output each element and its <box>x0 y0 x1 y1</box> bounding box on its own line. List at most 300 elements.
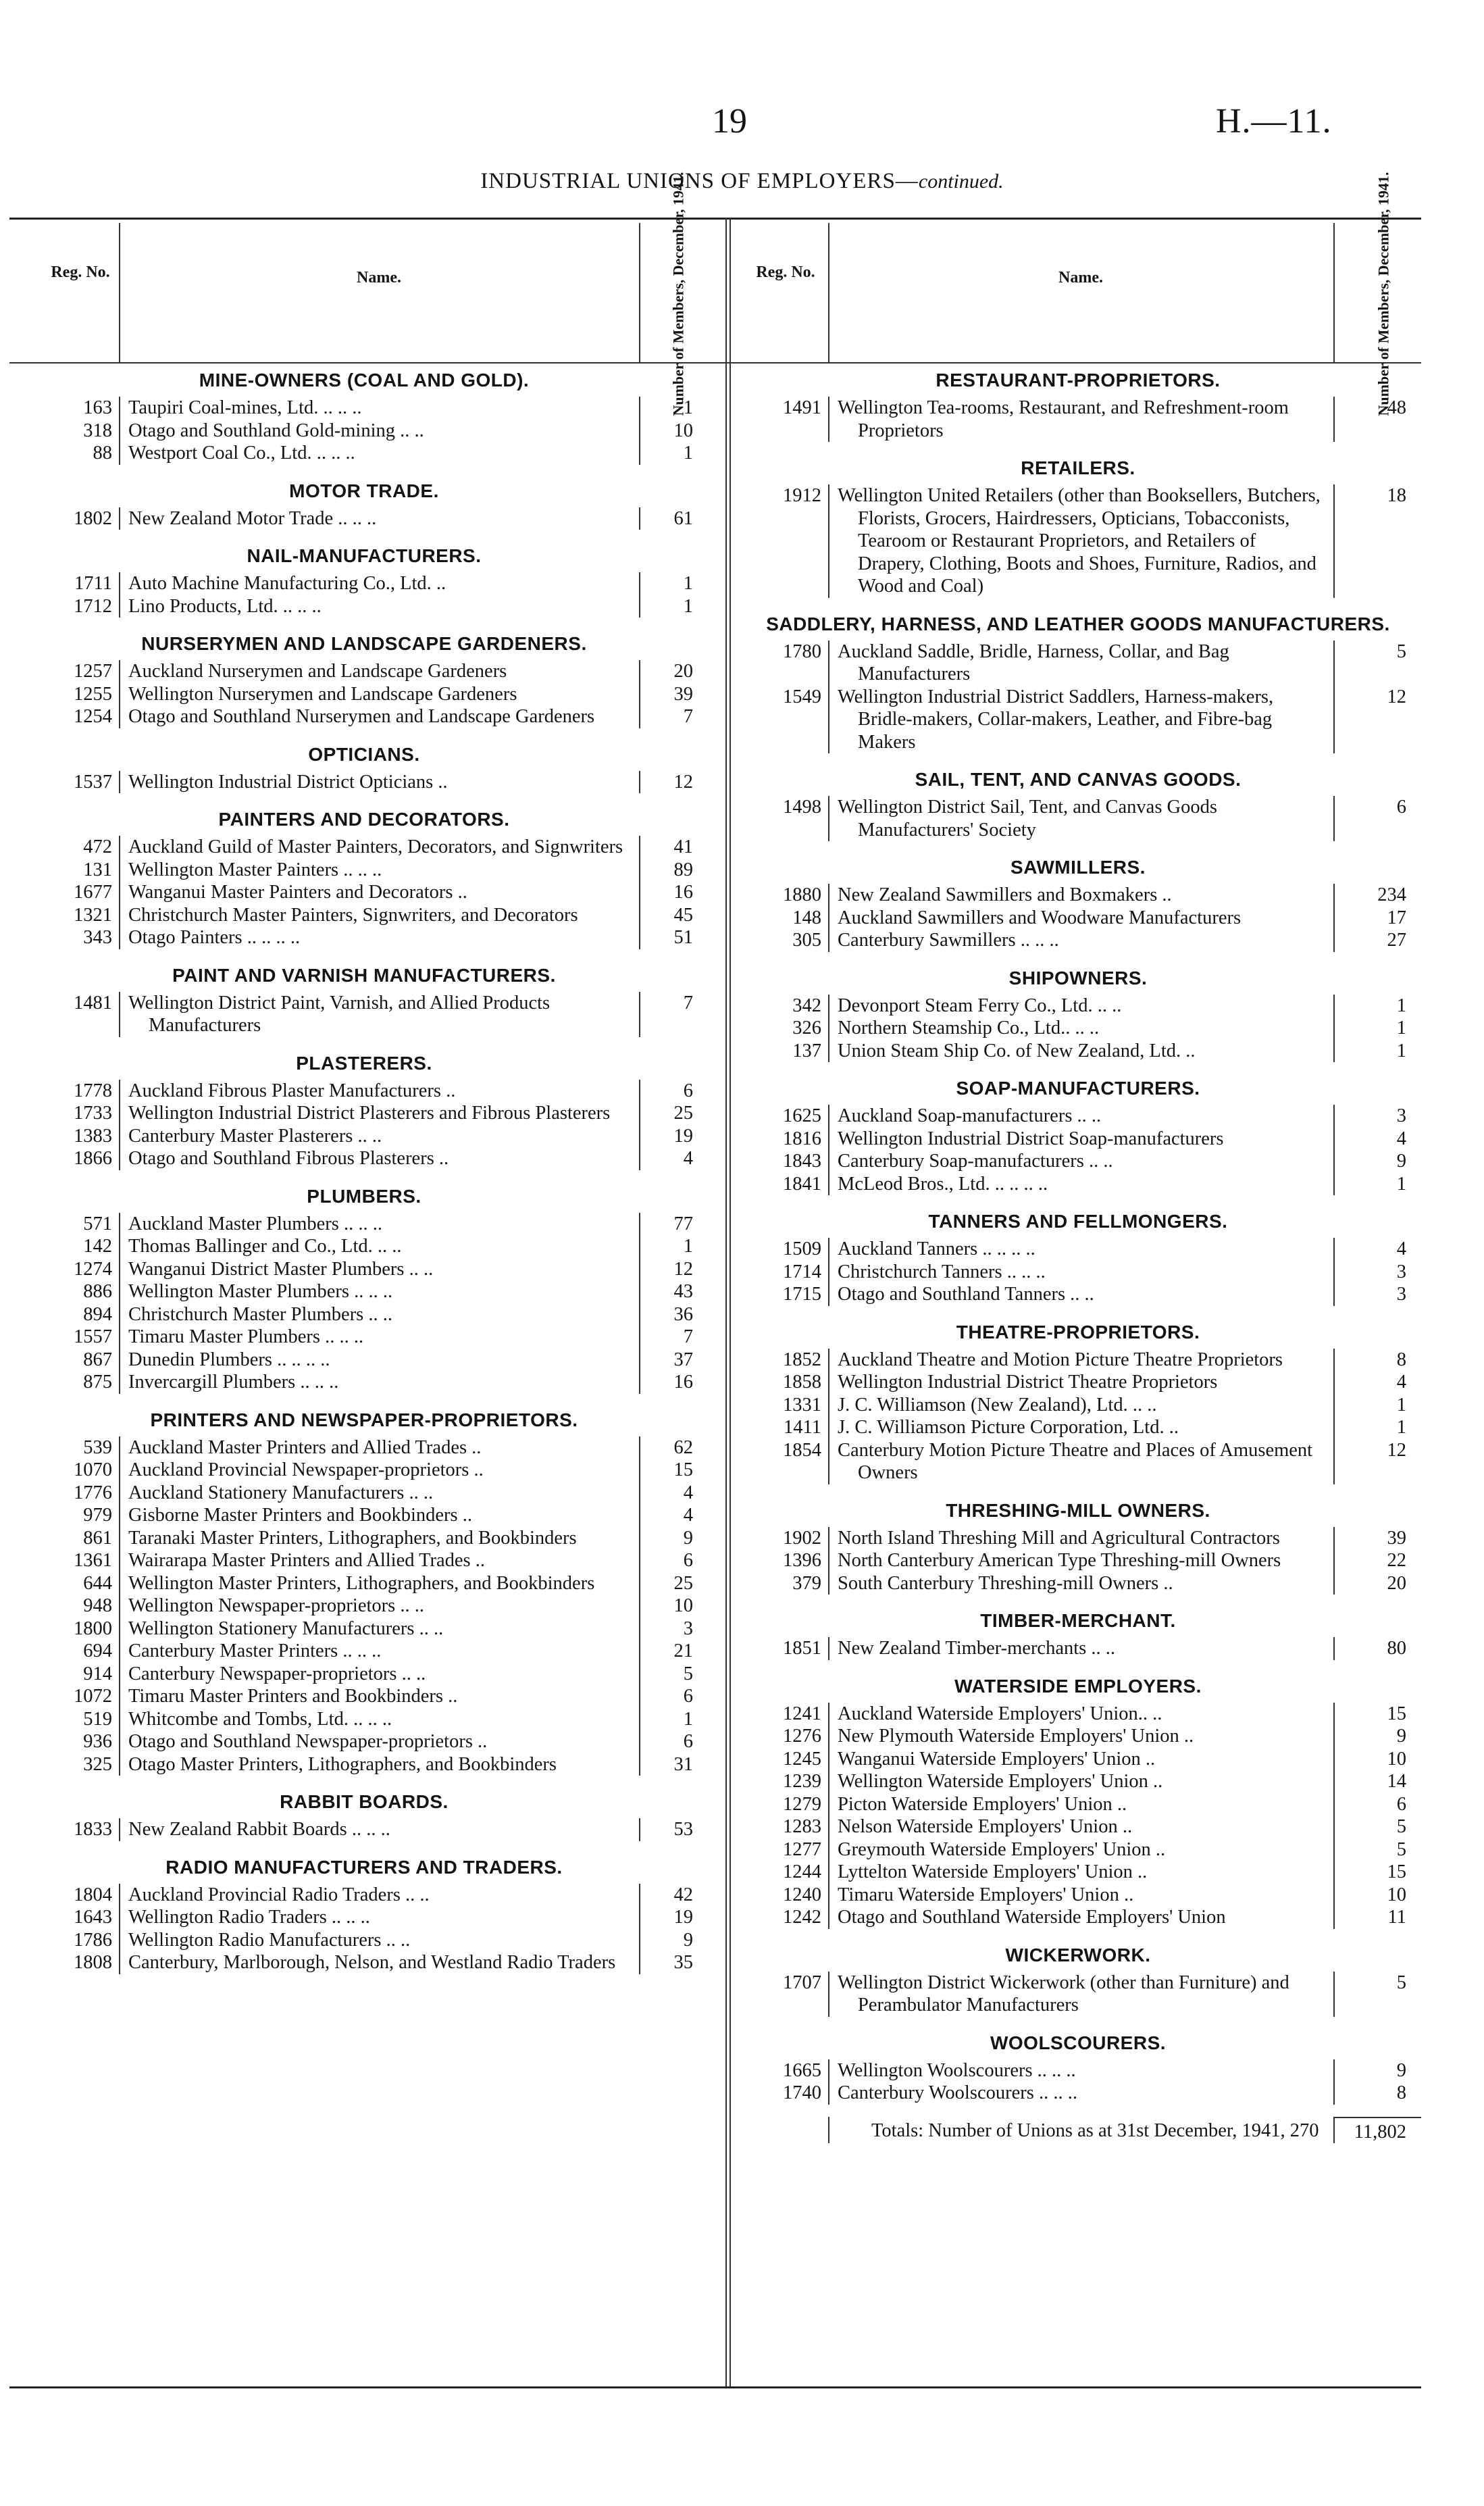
page-number: 19 <box>712 102 747 141</box>
union-name: North Canterbury American Type Threshing-mill Owners <box>838 1550 1281 1571</box>
reg-number: 1245 <box>783 1748 821 1770</box>
bottom-rule <box>9 2386 1421 2388</box>
member-count: 36 <box>639 1303 719 1326</box>
column-divider <box>725 218 727 2386</box>
union-name: Wanganui Master Painters and Decorators .. <box>128 882 467 903</box>
reg-number: 1498 <box>783 797 821 818</box>
member-count: 3 <box>1333 1283 1421 1306</box>
member-count: 22 <box>1333 1549 1421 1572</box>
union-name: Otago and Southland Newspaper-proprietors .. <box>128 1731 488 1752</box>
union-name-cell <box>119 442 639 465</box>
section-title: MINE-OWNERS (COAL AND GOLD). <box>199 370 530 391</box>
union-name: Otago and Southland Nurserymen and Landscape Gardeners <box>128 706 595 727</box>
union-name: Wellington Industrial District Theatre Proprietors <box>838 1372 1218 1393</box>
union-name-cell <box>828 1838 1333 1861</box>
union-name: Wellington United Retailers (other than Booksellers, Butchers, Florists, Grocers, Hairdressers, Opticians, Tobacconists, Tearoom or Restaurant Proprietors, and Retailers of Drapery, Clothing, Boots and Shoes, Furniture, Radios, and Wood and Coal) <box>838 485 1321 597</box>
union-name: Auckland Saddle, Bridle, Harness, Collar, and Bag Manufacturers <box>838 641 1229 684</box>
left-header-members <box>658 172 698 416</box>
table-row <box>9 1371 719 1394</box>
union-name-cell <box>828 1906 1333 1929</box>
member-count: 1 <box>639 572 719 595</box>
union-name-cell <box>119 859 639 882</box>
member-count: 6 <box>1333 796 1421 841</box>
table-row <box>9 572 719 595</box>
union-name-cell <box>119 904 639 927</box>
table-row <box>9 1102 719 1125</box>
member-count: 3 <box>639 1618 719 1640</box>
union-name: Otago and Southland Tanners .. .. <box>838 1284 1094 1305</box>
reg-number: 163 <box>83 397 112 418</box>
member-count: 6 <box>639 1685 719 1708</box>
member-count: 39 <box>639 683 719 706</box>
table-row <box>735 1572 1421 1595</box>
union-name-cell <box>828 1105 1333 1128</box>
union-name: Wellington Industrial District Opticians .. <box>128 771 448 793</box>
member-count: 80 <box>1333 1637 1421 1660</box>
union-name-cell <box>119 1080 639 1103</box>
table-row <box>735 1703 1421 1726</box>
section-title: NURSERYMEN AND LANDSCAPE GARDENERS. <box>141 633 587 654</box>
member-count: 41 <box>639 836 719 859</box>
right-header-reg-no: Reg. No. <box>756 264 815 281</box>
section-title: SHIPOWNERS. <box>1008 967 1148 988</box>
member-count: 15 <box>1333 1703 1421 1726</box>
member-count: 9 <box>639 1929 719 1952</box>
member-count: 1 <box>639 397 719 420</box>
reg-number: 948 <box>83 1595 112 1616</box>
table-row <box>735 1238 1421 1261</box>
union-name: Auckland Provincial Newspaper-proprietors .. <box>128 1459 484 1480</box>
left-header-divider <box>119 223 120 362</box>
table-row <box>9 1459 719 1482</box>
section-title: SAWMILLERS. <box>1010 857 1146 878</box>
union-name-cell <box>119 1884 639 1907</box>
union-name-cell <box>828 1416 1333 1439</box>
member-count: 5 <box>639 1663 719 1686</box>
member-count: 12 <box>1333 1439 1421 1484</box>
member-count: 19 <box>639 1125 719 1148</box>
section-title: RESTAURANT-PROPRIETORS. <box>936 370 1221 391</box>
union-name-cell <box>828 1527 1333 1550</box>
table-row <box>735 929 1421 952</box>
union-name: Westport Coal Co., Ltd. .. .. .. <box>128 443 355 463</box>
member-count: 234 <box>1333 884 1421 907</box>
reg-number: 1411 <box>784 1417 821 1438</box>
right-header-divider-2 <box>1333 223 1335 362</box>
union-name: Wellington Industrial District Saddlers, Harness-makers, Bridle-makers, Collar-makers, Leather, and Fibre-bag Makers <box>838 686 1274 753</box>
union-name-cell <box>119 1125 639 1148</box>
union-name: South Canterbury Threshing-mill Owners .. <box>838 1572 1173 1594</box>
member-count: 42 <box>639 1884 719 1907</box>
totals-members: 11,802 <box>1333 2117 1421 2144</box>
table-row <box>9 442 719 465</box>
reg-number: 861 <box>83 1527 112 1549</box>
table-row <box>9 1349 719 1372</box>
member-count: 4 <box>1333 1371 1421 1394</box>
member-count: 6 <box>639 1080 719 1103</box>
top-rule <box>9 218 1421 220</box>
table-row <box>9 1640 719 1663</box>
reg-number: 1244 <box>783 1861 821 1882</box>
union-name: Greymouth Waterside Employers' Union .. <box>838 1838 1166 1860</box>
union-name: Wellington Industrial District Plasterers and Fibrous Plasterers <box>128 1103 611 1124</box>
member-count: 4 <box>1333 1238 1421 1261</box>
table-row <box>735 884 1421 907</box>
union-name-cell <box>828 1017 1333 1040</box>
table-row <box>9 1235 719 1258</box>
union-name-cell <box>119 397 639 420</box>
union-name: Auckland Tanners .. .. .. .. <box>838 1238 1035 1259</box>
union-name: Canterbury Master Printers .. .. .. <box>128 1640 382 1661</box>
table-row <box>9 1213 719 1236</box>
reg-number: 539 <box>83 1436 112 1458</box>
reg-number: 1331 <box>783 1394 821 1415</box>
table-row <box>735 2059 1421 2082</box>
union-name: Timaru Master Plumbers .. .. .. <box>128 1326 364 1347</box>
union-name: New Zealand Timber-merchants .. .. <box>838 1638 1115 1659</box>
reg-number: 914 <box>83 1663 112 1684</box>
section-title: PAINTERS AND DECORATORS. <box>218 809 510 830</box>
table-row <box>9 1618 719 1640</box>
union-name-cell <box>828 641 1333 686</box>
table-row <box>735 1371 1421 1394</box>
reg-number: 1070 <box>74 1459 112 1480</box>
reg-number: 1240 <box>783 1884 821 1905</box>
table-row <box>9 1303 719 1326</box>
reg-number: 1740 <box>783 2082 821 2103</box>
section-title: MOTOR TRADE. <box>289 480 439 501</box>
section-title: SAIL, TENT, AND CANVAS GOODS. <box>915 769 1242 790</box>
union-name-cell <box>828 884 1333 907</box>
reg-number: 1808 <box>74 1952 112 1973</box>
union-name: Auckland Soap-manufacturers .. .. <box>838 1105 1102 1126</box>
table-row <box>9 1753 719 1776</box>
table-row <box>9 1951 719 1974</box>
member-count: 37 <box>639 1349 719 1372</box>
member-count: 7 <box>639 1326 719 1349</box>
union-name: New Zealand Motor Trade .. .. .. <box>128 507 377 529</box>
member-count: 5 <box>1333 1972 1421 2017</box>
union-name: Christchurch Master Painters, Signwriters, and Decorators <box>128 904 578 926</box>
member-count: 10 <box>639 420 719 443</box>
union-name: Canterbury Master Plasterers .. .. <box>128 1125 382 1147</box>
member-count: 6 <box>639 1730 719 1753</box>
table-row <box>9 1884 719 1907</box>
union-name-cell <box>119 1371 639 1394</box>
union-name-cell <box>119 1640 639 1663</box>
table-row <box>9 836 719 859</box>
member-count: 8 <box>1333 1349 1421 1372</box>
union-name: Union Steam Ship Co. of New Zealand, Ltd. .. <box>838 1040 1196 1061</box>
union-name: Otago Master Printers, Lithographers, and Bookbinders <box>128 1753 557 1775</box>
table-row <box>735 1349 1421 1372</box>
reg-number: 1509 <box>783 1238 821 1259</box>
reg-number: 1396 <box>783 1550 821 1571</box>
section-title: PRINTERS AND NEWSPAPER-PROPRIETORS. <box>150 1409 578 1430</box>
union-name-cell <box>828 397 1333 442</box>
union-name: Auckland Theatre and Motion Picture Theatre Proprietors <box>838 1349 1283 1370</box>
left-header-reg-no: Reg. No. <box>51 264 110 281</box>
table-row <box>735 686 1421 754</box>
member-count: 43 <box>639 1280 719 1303</box>
reg-number: 88 <box>93 443 112 463</box>
reg-number: 137 <box>792 1040 821 1061</box>
reg-number: 875 <box>83 1372 112 1393</box>
union-name: Wellington District Paint, Varnish, and Allied Products Manufacturers <box>128 992 551 1036</box>
reg-number: 886 <box>83 1281 112 1302</box>
member-count: 61 <box>639 507 719 530</box>
union-name-cell <box>119 705 639 728</box>
union-name: Auckland Waterside Employers' Union.. .. <box>838 1703 1162 1724</box>
union-name-cell <box>828 1972 1333 2017</box>
section-title: RADIO MANUFACTURERS AND TRADERS. <box>165 1856 563 1878</box>
table-row <box>735 2082 1421 2105</box>
page-title <box>0 169 1484 194</box>
section-title: PLUMBERS. <box>307 1185 421 1207</box>
member-count: 7 <box>639 992 719 1037</box>
reg-number: 1072 <box>74 1686 112 1707</box>
union-name-cell <box>119 1753 639 1776</box>
table-row <box>735 907 1421 930</box>
table-row <box>9 1572 719 1595</box>
union-name-cell <box>119 1906 639 1929</box>
member-count: 5 <box>1333 641 1421 686</box>
member-count: 1 <box>1333 995 1421 1018</box>
union-name: Thomas Ballinger and Co., Ltd. .. .. <box>128 1236 402 1257</box>
reg-number: 979 <box>83 1505 112 1526</box>
reg-number: 1780 <box>783 641 821 662</box>
table-row <box>735 1173 1421 1196</box>
union-name-cell <box>119 992 639 1037</box>
reg-number: 1712 <box>74 595 112 617</box>
member-count: 3 <box>1333 1261 1421 1284</box>
reg-number: 1778 <box>74 1080 112 1101</box>
union-name-cell <box>828 1861 1333 1884</box>
union-name: Auckland Sawmillers and Woodware Manufacturers <box>838 907 1242 928</box>
reg-number: 1852 <box>783 1349 821 1370</box>
union-name: Canterbury Sawmillers .. .. .. <box>838 930 1059 951</box>
member-count: 48 <box>1333 397 1421 442</box>
table-row <box>9 1708 719 1731</box>
union-name: Timaru Master Printers and Bookbinders .. <box>128 1686 458 1707</box>
member-count: 21 <box>639 1640 719 1663</box>
reg-number: 936 <box>83 1731 112 1752</box>
table-row <box>9 660 719 683</box>
union-name: Otago and Southland Gold-mining .. .. <box>128 420 424 441</box>
table-row <box>735 1906 1421 1929</box>
union-name-cell <box>828 995 1333 1018</box>
reg-number: 694 <box>83 1640 112 1661</box>
member-count: 4 <box>639 1482 719 1505</box>
union-name-cell <box>828 907 1333 930</box>
union-name-cell <box>119 1436 639 1459</box>
reg-number: 1880 <box>783 884 821 905</box>
member-count: 5 <box>1333 1838 1421 1861</box>
member-count: 4 <box>639 1147 719 1170</box>
reg-number: 1902 <box>783 1527 821 1549</box>
member-count: 6 <box>639 1549 719 1572</box>
union-name: Canterbury Motion Picture Theatre and Places of Amusement Owners <box>838 1439 1313 1483</box>
union-name: Otago and Southland Waterside Employers' Union <box>838 1907 1226 1928</box>
table-row <box>735 995 1421 1018</box>
union-name-cell <box>828 1349 1333 1372</box>
reg-number: 1912 <box>783 485 821 506</box>
table-row <box>9 1663 719 1686</box>
right-table-body <box>735 369 1421 2143</box>
union-name-cell <box>828 1040 1333 1063</box>
reg-number: 1241 <box>783 1703 821 1724</box>
reg-number: 644 <box>83 1572 112 1594</box>
union-name: Northern Steamship Co., Ltd.. .. .. <box>838 1018 1100 1038</box>
union-name: New Zealand Sawmillers and Boxmakers .. <box>838 884 1172 905</box>
union-name: Otago and Southland Fibrous Plasterers .. <box>128 1148 449 1169</box>
reg-number: 1274 <box>74 1258 112 1280</box>
union-name-cell <box>828 1238 1333 1261</box>
union-name-cell <box>828 796 1333 841</box>
union-name: Wanganui District Master Plumbers .. .. <box>128 1258 434 1280</box>
union-name: J. C. Williamson (New Zealand), Ltd. .. .. <box>838 1394 1157 1415</box>
union-name-cell <box>119 1280 639 1303</box>
table-row <box>9 1685 719 1708</box>
section-title: TANNERS AND FELLMONGERS. <box>928 1211 1228 1232</box>
member-count: 1 <box>1333 1017 1421 1040</box>
reg-number: 1557 <box>74 1326 112 1347</box>
union-name-cell <box>828 1703 1333 1726</box>
reg-number: 343 <box>83 927 112 948</box>
reg-number: 472 <box>83 836 112 857</box>
table-row <box>9 1280 719 1303</box>
reg-number: 1276 <box>783 1726 821 1747</box>
reg-number: 325 <box>83 1753 112 1775</box>
member-count: 7 <box>639 705 719 728</box>
member-count: 9 <box>639 1527 719 1550</box>
union-name-cell <box>119 660 639 683</box>
reg-number: 1804 <box>74 1884 112 1905</box>
union-name-cell <box>119 1102 639 1125</box>
union-name-cell <box>119 1213 639 1236</box>
table-row <box>735 1637 1421 1660</box>
reg-number: 1242 <box>783 1907 821 1928</box>
table-row <box>735 1972 1421 2017</box>
table-row <box>9 904 719 927</box>
union-name: Wellington Newspaper-proprietors .. .. <box>128 1595 424 1616</box>
member-count: 45 <box>639 904 719 927</box>
left-table <box>9 172 719 2384</box>
reg-number: 1279 <box>783 1793 821 1815</box>
union-name-cell <box>119 771 639 794</box>
reg-number: 1866 <box>74 1148 112 1169</box>
union-name-cell <box>119 1549 639 1572</box>
section-title: RABBIT BOARDS. <box>280 1791 449 1812</box>
union-name-cell <box>119 1618 639 1640</box>
table-row <box>9 705 719 728</box>
member-count: 14 <box>1333 1770 1421 1793</box>
reg-number: 1841 <box>783 1173 821 1195</box>
member-count: 51 <box>639 926 719 949</box>
section-title: PLASTERERS. <box>296 1052 432 1074</box>
table-row <box>9 1595 719 1618</box>
union-name-cell <box>828 484 1333 598</box>
table-row <box>9 1147 719 1170</box>
table-row <box>9 595 719 618</box>
union-name-cell <box>828 1283 1333 1306</box>
union-name-cell <box>119 1459 639 1482</box>
reg-number: 1321 <box>74 904 112 926</box>
member-count: 4 <box>1333 1128 1421 1151</box>
reg-number: 305 <box>792 930 821 951</box>
union-name-cell <box>119 1147 639 1170</box>
union-name: Nelson Waterside Employers' Union .. <box>838 1816 1133 1837</box>
reg-number: 1776 <box>74 1482 112 1503</box>
union-name-cell <box>828 686 1333 754</box>
member-count: 18 <box>1333 484 1421 598</box>
reg-number: 379 <box>792 1572 821 1594</box>
union-name-cell <box>828 1572 1333 1595</box>
union-name-cell <box>828 1637 1333 1660</box>
union-name: Wellington District Wickerwork (other than Furniture) and Perambulator Manufacturers <box>838 1972 1289 2015</box>
section-title: NAIL-MANUFACTURERS. <box>247 545 482 566</box>
member-count: 12 <box>639 1258 719 1281</box>
reg-number: 571 <box>83 1213 112 1234</box>
union-name-cell <box>828 1394 1333 1417</box>
reg-number: 1851 <box>783 1638 821 1659</box>
union-name: Christchurch Tanners .. .. .. <box>838 1261 1046 1282</box>
union-name: Wellington Tea-rooms, Restaurant, and Refreshment-room Proprietors <box>838 397 1289 441</box>
union-name-cell <box>119 1663 639 1686</box>
section-title: RETAILERS. <box>1021 457 1135 478</box>
reg-number: 1643 <box>74 1907 112 1928</box>
union-name: Whitcombe and Tombs, Ltd. .. .. .. <box>128 1708 392 1730</box>
member-count: 89 <box>639 859 719 882</box>
union-name-cell <box>828 1725 1333 1748</box>
table-row <box>9 926 719 949</box>
member-count: 8 <box>1333 2082 1421 2105</box>
member-count: 1 <box>1333 1040 1421 1063</box>
union-name: Canterbury Newspaper-proprietors .. .. <box>128 1663 426 1684</box>
union-name: Wellington Master Painters .. .. .. <box>128 859 382 880</box>
page-title-text: INDUSTRIAL UNIONS OF EMPLOYERS— <box>480 169 919 193</box>
union-name-cell <box>119 1685 639 1708</box>
union-name-cell <box>828 929 1333 952</box>
section-title: WATERSIDE EMPLOYERS. <box>954 1675 1202 1697</box>
union-name-cell <box>828 2082 1333 2105</box>
table-row <box>9 992 719 1037</box>
union-name: Wellington Industrial District Soap-manufacturers <box>838 1128 1224 1149</box>
reg-number: 1361 <box>74 1550 112 1571</box>
left-header-divider-2 <box>639 223 640 362</box>
union-name-cell <box>828 1815 1333 1838</box>
union-name-cell <box>119 420 639 443</box>
union-name: Christchurch Master Plumbers .. .. <box>128 1303 393 1325</box>
union-name: Auckland Stationery Manufacturers .. .. <box>128 1482 434 1503</box>
table-row <box>735 1793 1421 1816</box>
union-name-cell <box>119 1595 639 1618</box>
union-name: Wellington Master Printers, Lithographers, and Bookbinders <box>128 1572 595 1594</box>
union-name-cell <box>828 1793 1333 1816</box>
reg-number: 1800 <box>74 1618 112 1639</box>
totals-label-cell <box>828 2117 1333 2144</box>
member-count: 3 <box>1333 1105 1421 1128</box>
union-name: Auto Machine Manufacturing Co., Ltd. .. <box>128 573 446 594</box>
member-count: 12 <box>639 771 719 794</box>
union-name-cell <box>119 881 639 904</box>
column-divider-2 <box>730 218 731 2386</box>
table-row <box>735 641 1421 686</box>
union-name-cell <box>828 1261 1333 1284</box>
union-name-cell <box>119 1303 639 1326</box>
reg-number: 867 <box>83 1349 112 1370</box>
table-row <box>9 1527 719 1550</box>
